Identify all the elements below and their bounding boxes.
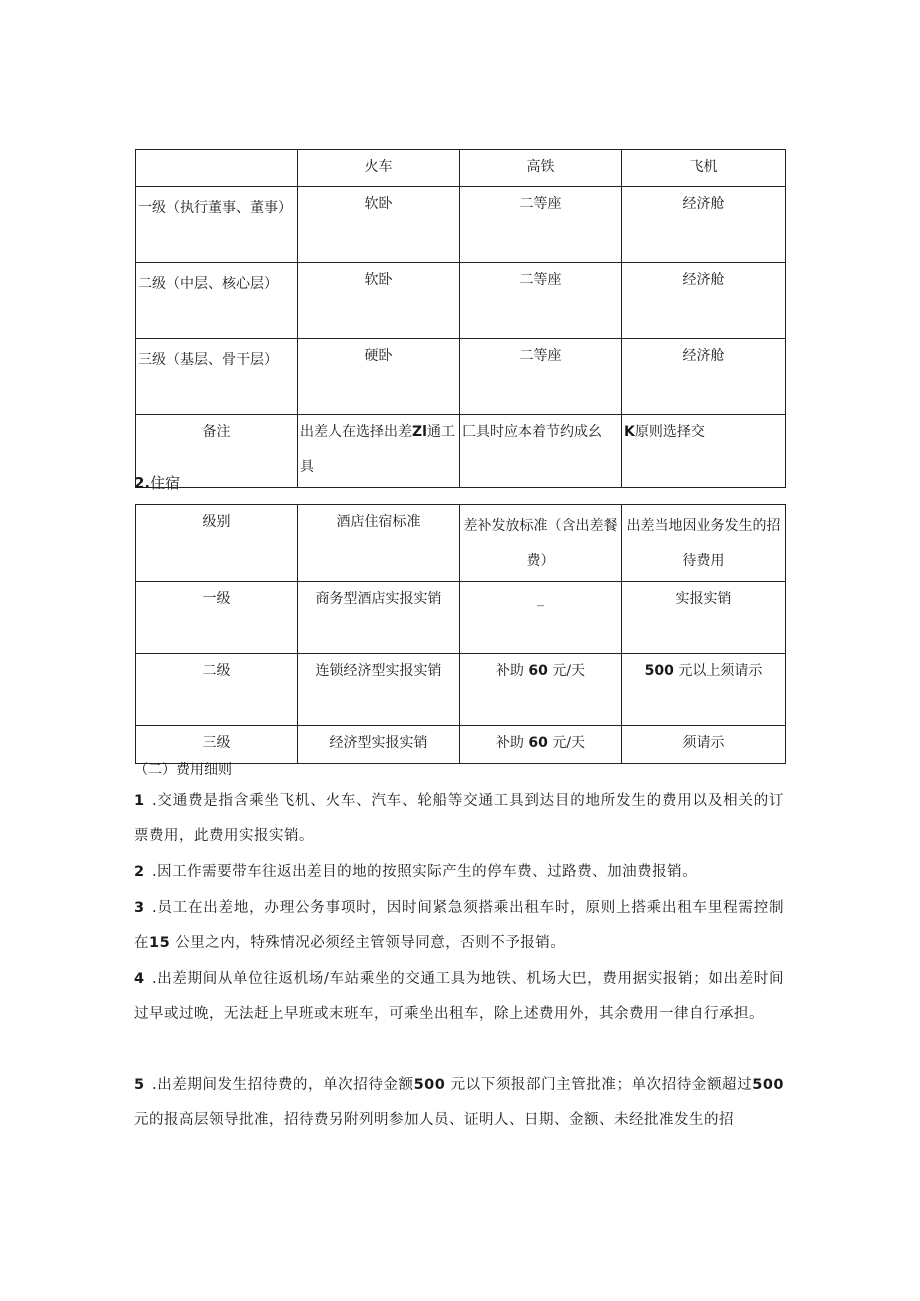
header-cell-plane: 飞机 <box>622 150 786 187</box>
plane-cell: 经济舱 <box>622 187 786 263</box>
detail-item-3: 3 .员工在出差地，办理公务事项时，因时间紧急须搭乘出租车时，原则上搭乘出租车里程需控制在15 公里之内，特殊情况必须经主管领导同意，否则不予报销。 <box>134 900 784 951</box>
header-cell-allowance: 差补发放标准（含出差餐费） <box>460 505 622 582</box>
hotel-cell: 连锁经济型实报实销 <box>298 654 460 726</box>
allowance-cell: 补助 60 元/天 <box>460 654 622 726</box>
level-cell: 三级 <box>136 726 298 764</box>
note-cell-2: 匚具时应本着节约成幺 <box>460 415 622 488</box>
table-header-row <box>136 150 786 187</box>
table-row <box>136 654 786 726</box>
header-cell-hotel: 酒店住宿标准 <box>298 505 460 582</box>
plane-cell: 经济舱 <box>622 339 786 415</box>
level-cell: 二级（中层、核心层） <box>136 263 298 339</box>
header-cell-level: 级别 <box>136 505 298 582</box>
hospitality-cell: 500 元以上须请示 <box>622 654 786 726</box>
note-label: 备注 <box>136 415 298 488</box>
lodging-section-title: 2.住宿 <box>134 474 181 492</box>
note-cell-3: K原则选择交 <box>622 415 786 488</box>
level-cell: 一级（执行董事、董事） <box>136 187 298 263</box>
level-cell: 二级 <box>136 654 298 726</box>
level-cell: 一级 <box>136 582 298 654</box>
level-cell: 三级（基层、骨干层） <box>136 339 298 415</box>
header-cell-train: 火车 <box>298 150 460 187</box>
expense-details-title: （二）费用细则 <box>134 762 232 778</box>
table-row <box>136 263 786 339</box>
hsr-cell: 二等座 <box>460 187 622 263</box>
table-row <box>136 582 786 654</box>
hsr-cell: 二等座 <box>460 263 622 339</box>
table-row <box>136 726 786 764</box>
hotel-cell: 商务型酒店实报实销 <box>298 582 460 654</box>
allowance-cell: 补助 60 元/天 <box>460 726 622 764</box>
train-cell: 硬卧 <box>298 339 460 415</box>
train-cell: 软卧 <box>298 263 460 339</box>
hospitality-cell: 须请示 <box>622 726 786 764</box>
detail-item-2: 2 .因工作需要带车往返出差目的地的按照实际产生的停车费、过路费、加油费报销。 <box>134 864 698 880</box>
table-row <box>136 339 786 415</box>
table-header-row <box>136 505 786 582</box>
table-row <box>136 187 786 263</box>
allowance-cell: _ <box>460 582 622 654</box>
header-cell-hsr: 高铁 <box>460 150 622 187</box>
header-cell-empty <box>136 150 298 187</box>
hotel-cell: 经济型实报实销 <box>298 726 460 764</box>
detail-item-1: 1 .交通费是指含乘坐飞机、火车、汽车、轮船等交通工具到达目的地所发生的费用以及相关的订票费用，此费用实报实销。 <box>134 793 784 844</box>
note-cell-1: 出差人在选择出差Zl通工具 <box>298 415 460 488</box>
header-cell-hospitality: 出差当地因业务发生的招待费用 <box>622 505 786 582</box>
plane-cell: 经济舱 <box>622 263 786 339</box>
table-note-row <box>136 415 786 488</box>
hospitality-cell: 实报实销 <box>622 582 786 654</box>
train-cell: 软卧 <box>298 187 460 263</box>
lodging-standard-table <box>135 504 786 764</box>
transport-standard-table <box>135 149 786 488</box>
hsr-cell: 二等座 <box>460 339 622 415</box>
detail-item-4: 4 .出差期间从单位往返机场/车站乘坐的交通工具为地铁、机场大巴，费用据实报销；如出差时间过早或过晚，无法赶上早班或末班车，可乘坐出租车，除上述费用外，其余费用一律自行承担。 <box>134 971 784 1022</box>
detail-item-5: 5 .出差期间发生招待费的，单次招待金额500 元以下须报部门主管批准；单次招待金额超过500 元的报高层领导批准，招待费另附列明参加人员、证明人、日期、金额、未经批准发生的招 <box>134 1077 785 1128</box>
